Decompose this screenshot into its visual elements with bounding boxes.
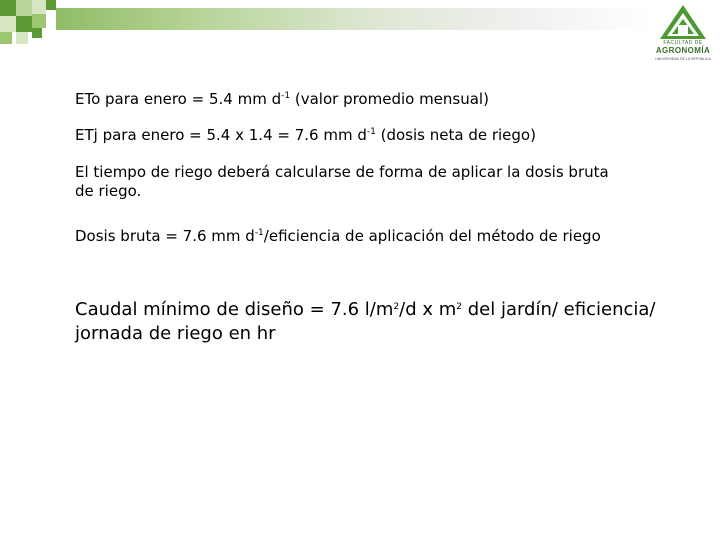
etj-line <box>75 126 536 145</box>
caudal-mid: /d x m <box>399 299 457 320</box>
logo-text-faculty: FACULTAD DE <box>663 40 703 46</box>
faculty-logo-icon <box>648 3 718 65</box>
dosis-bruta-text: Dosis bruta = 7.6 mm d <box>75 227 255 245</box>
decor-square <box>32 0 46 14</box>
header-gradient-bar <box>56 8 651 30</box>
decor-square <box>16 32 28 44</box>
logo-text-university: UNIVERSIDAD DE LA REPUBLICA <box>655 57 711 61</box>
decor-square <box>46 0 56 10</box>
eto-exponent: -1 <box>281 91 291 101</box>
dosis-bruta-line <box>75 227 601 246</box>
etj-exponent: -1 <box>366 127 376 137</box>
caudal-line-2: jornada de riego en hr <box>75 323 276 344</box>
riego-time-line-2: de riego. <box>75 182 142 200</box>
dosis-bruta-note: /eficiencia de aplicación del método de riego <box>263 227 601 245</box>
caudal-exponent-1: 2 <box>393 302 400 312</box>
decor-square <box>0 0 16 16</box>
decor-square <box>0 32 12 44</box>
etj-text: ETj para enero = 5.4 x 1.4 = 7.6 mm d <box>75 126 367 144</box>
eto-text: ETo para enero = 5.4 mm d <box>75 90 282 108</box>
header-band <box>0 0 720 48</box>
eto-line <box>75 90 489 109</box>
decor-square <box>0 16 16 32</box>
decor-square <box>32 14 46 28</box>
eto-note: (valor promedio mensual) <box>290 90 489 108</box>
riego-time-line-1: El tiempo de riego deberá calcularse de forma de aplicar la dosis bruta <box>75 163 609 181</box>
caudal-text: Caudal mínimo de diseño = 7.6 l/m <box>75 299 394 320</box>
dosis-bruta-exponent: -1 <box>254 228 264 238</box>
logo-text-agronomia: AGRONOMÍA <box>655 46 711 55</box>
etj-note: (dosis neta de riego) <box>375 126 536 144</box>
decor-square <box>16 16 32 32</box>
caudal-line-1 <box>75 298 655 322</box>
caudal-note: del jardín/ eficiencia/ <box>462 299 656 320</box>
caudal-exponent-2: 2 <box>456 302 462 312</box>
decor-square <box>32 28 42 38</box>
decor-square <box>16 0 32 16</box>
